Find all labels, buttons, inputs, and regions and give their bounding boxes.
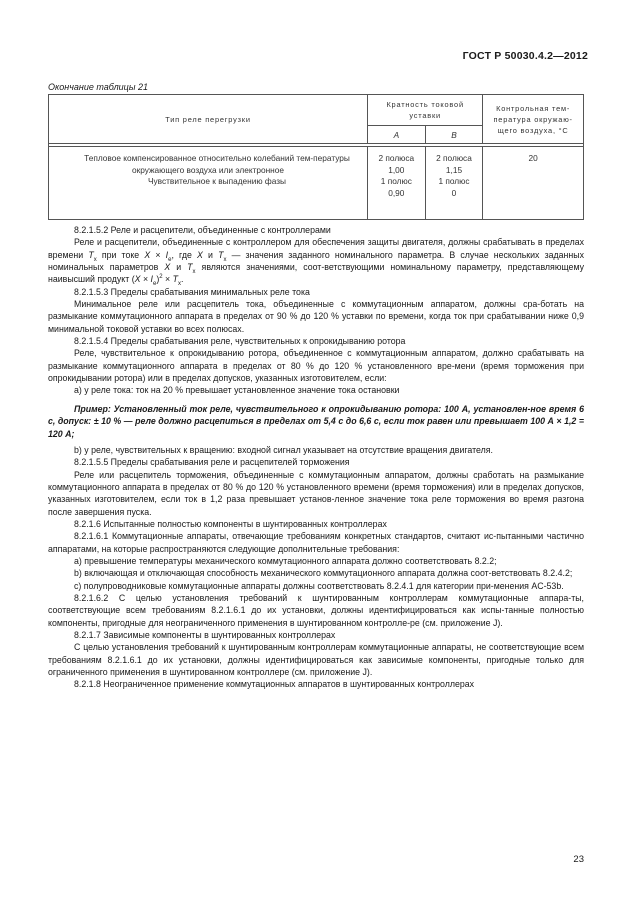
paragraph-with-formula: Реле и расцепители, объединенные с контроллером для обеспечения защиты двигателя, должны срабатывать в пределах времени $T_x$ при токе $X \times I_e$, где X и $T_x$ — значения заданного номинального параметра. В случае нескольких заданных номинальных параметров X и $T_x$ являются значениями, соот-ветствующими номинальному параметру, представляющему наивысший продукт $(X \times I_e)^2 \times T_x$. [48,237,584,288]
col-type-header: Тип реле перегрузки [49,95,368,144]
paragraph: 8.2.1.6.2 С целью установления требований к шунтированным контроллерам коммутационные аппара-ты, соответствующие всем требованиям 8.2.1.6.1 до их установки, должны идентифицироваться как испы-танные полностью компоненты, пригодные для неограниченного применения в шунтированном контролле-ре (см. приложение J). [48,592,584,628]
paragraph: Реле, чувствительное к опрокидыванию ротора, объединенное с коммутационным аппаратом, должно срабатывать на размыкание коммутационного аппарата в пределах от 80 % до 120 % установленного вре-мени (время торможения при опрокидывании ротора) или в пределах допусков, указанных изготовителем, если: [48,348,584,384]
standard-number: ГОСТ Р 50030.4.2—2012 [462,50,588,62]
b-val: 1,15 [445,164,463,175]
paragraph: 8.2.1.6 Испытанные полностью компоненты в шунтированных контроллерах [74,518,387,529]
paragraph: 8.2.1.5.2 Реле и расцепители, объединенные с контроллерами [74,225,331,235]
a-val: 1 полюс [380,176,412,186]
a-val: 1,00 [388,164,405,175]
paragraph: a) превышение температуры механического коммутационного аппарата должно соответствовать 8.2.2; [74,555,497,566]
table-21 [48,94,584,220]
paragraph: Реле или расцепитель торможения, объединенные с коммутационным аппаратом, должны сработать на размыкание коммутационного аппарата в пределах от 80 % до 120 % установленного времени (время торможения) или в пределах допусков, указанных изготовителем, если ток в 1,2 раза превышает установ-ленное значение тока реле торможения во время разгона после завершения пуска. [48,469,584,517]
b-val: 1 полюс [438,176,470,186]
page-number: 23 [573,854,584,865]
row-text-2: Чувствительное к выпадению фазы [147,176,287,186]
paragraph: С целью установления требований к шунтированным контроллерам коммутационные аппараты, не соответствующие всем требованиям 8.2.1.6.1 до их установки, должны идентифицироваться как зависимые компоненты, пригодные только для ограниченного применения в шунтированном контроллере (см. приложение J). [48,642,584,678]
col-multiple-header: Кратность токовой уставки [368,95,483,126]
paragraph: 8.2.1.5.5 Пределы срабатывания реле и расцепителей торможения [74,457,350,468]
row-type-cell [49,147,368,220]
table-caption: Окончание таблицы 21 [48,82,148,92]
col-temp-header: Контрольная тем-пература окружаю-щего воздуха, °С [483,95,584,144]
col-a-header: A [368,126,426,144]
b-val: 0 [451,187,457,198]
paragraph: 8.2.1.5.4 Пределы срабатывания реле, чувствительных к опрокидыванию ротора [74,336,406,347]
paragraph: 8.2.1.7 Зависимые компоненты в шунтированных контроллерах [74,630,336,640]
col-b-values [425,147,483,220]
paragraph: 8.2.1.5.3 Пределы срабатывания минимальных реле тока [74,286,310,297]
example: Пример: Установленный ток реле, чувствительного к опрокидыванию ротора: 100 А, установлен-ное время 6 с, допуск: ± 10 % — реле должно расцепиться в пределах от 5,4 с до 6,6 с, если ток равен или превышает 100 А × 1,2 = 120 А; [48,403,584,439]
b-val: 2 полюса [436,153,472,163]
paragraph: Минимальное реле или расцепитель тока, объединенные с коммутационным аппаратом, должны сра-ботать на размыкание коммутационного аппарата в пределах от 90 % до 120 % уставки по времени, когда ток при срабатывании ниже 0,9 минимальной токовой уставки во всех полюсах. [48,299,584,334]
paragraph: a) у реле тока: ток на 20 % превышает установленное значение тока остановки [74,385,400,396]
temp-value: 20 [483,147,584,220]
paragraph: 8.2.1.6.1 Коммутационные аппараты, отвечающие требованиям конкретных стандартов, считают ис-пытанными частично аппаратами, на которые распространяются следующие дополнительные требования: [48,531,584,554]
paragraph: b) включающая и отключающая способность механического коммутационного аппарата должна соот-ветствовать 8.2.4.2; [74,568,573,579]
a-val: 2 полюса [378,153,415,163]
col-a-values [368,147,426,220]
a-val: 0,90 [388,187,405,198]
paragraph: c) полупроводниковые коммутационные аппараты должны соответствовать 8.2.4.1 для категории при-менения AC-53b. [74,580,564,591]
paragraph: 8.2.1.8 Неограниченное применение коммутационных аппаратов в шунтированных контроллерах [74,679,475,690]
col-b-header: B [425,126,483,144]
row-text-1: Тепловое компенсированное относительно колебаний тем-пературы окружающего воздуха или электронное [84,153,350,175]
body-text [48,224,584,691]
paragraph: b) у реле, чувствительных к вращению: входной сигнал указывает на отсутствие вращения двигателя. [74,444,493,455]
